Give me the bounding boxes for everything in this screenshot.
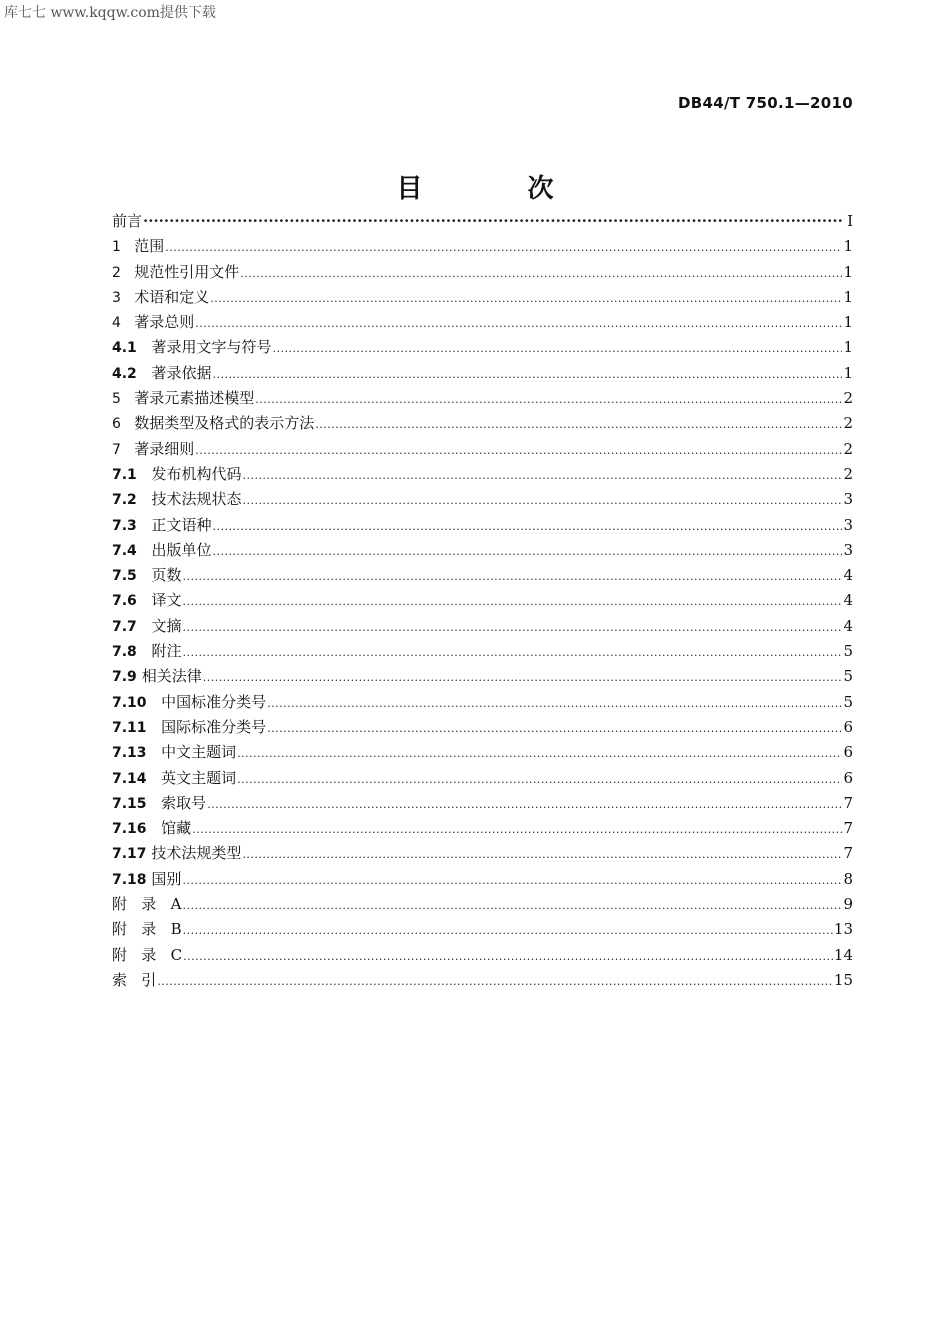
- toc-page-number: 13: [833, 920, 853, 939]
- toc-page-number: 1: [843, 313, 853, 332]
- toc-page-number: 3: [843, 515, 853, 534]
- toc-entry[interactable]: [112, 892, 853, 917]
- toc-entry-number: 7.13: [112, 745, 162, 762]
- toc-leader-dots: [315, 412, 842, 437]
- toc-page-number: 2: [843, 389, 853, 408]
- toc-leader-dots: [240, 261, 842, 286]
- toc-leader-dots: [267, 716, 842, 741]
- toc-leader-dots: [272, 336, 842, 361]
- toc-entry-label: 正文语种: [151, 515, 212, 534]
- toc-entry-label: 规范性引用文件: [134, 262, 240, 281]
- toc-leader-dots: [207, 792, 842, 817]
- toc-entry-label: 附 录 A: [112, 895, 182, 914]
- toc-entry-label: 技术法规状态: [151, 490, 242, 509]
- toc-entry-label: 出版单位: [151, 540, 212, 559]
- toc-page-number: 1: [843, 338, 853, 357]
- document-number: DB44/T 750.1—2010: [678, 94, 853, 112]
- toc-entry-number: 2: [112, 264, 135, 281]
- toc-entry-label: 国际标准分类号: [161, 717, 267, 736]
- toc-leader-dots: [210, 286, 842, 311]
- toc-leader-dots: [242, 488, 842, 513]
- toc-entry-number: 4: [112, 315, 135, 332]
- toc-entry-number: 7.2: [112, 492, 152, 509]
- toc-entry-label: 索 引: [112, 970, 157, 989]
- toc-entry-number: 7.10: [112, 694, 162, 711]
- toc-leader-dots: [183, 918, 833, 943]
- toc-leader-dots: [267, 691, 842, 716]
- toc-leader-dots: [195, 311, 842, 336]
- toc-entry[interactable]: [112, 943, 853, 968]
- toc-entry[interactable]: [112, 690, 853, 715]
- toc-entry[interactable]: [112, 614, 853, 639]
- toc-page-number: 6: [843, 768, 853, 787]
- toc-entry-label: 索取号: [161, 793, 207, 812]
- toc-entry-number: 7.14: [112, 770, 162, 787]
- toc-entry[interactable]: [112, 968, 853, 993]
- toc-page-number: 2: [843, 439, 853, 458]
- table-of-contents: [112, 209, 853, 993]
- toc-entry-number: 7.15: [112, 795, 162, 812]
- toc-leader-dots: [212, 514, 842, 539]
- toc-entry[interactable]: [112, 411, 853, 436]
- toc-page-number: 1: [843, 237, 853, 256]
- toc-entry-number: 7.4: [112, 542, 152, 559]
- toc-entry-label: 著录细则: [134, 439, 195, 458]
- toc-page-number: 7: [843, 844, 853, 863]
- toc-leader-dots: [237, 741, 842, 766]
- toc-entry[interactable]: [112, 513, 853, 538]
- toc-page-number: I: [847, 212, 853, 230]
- toc-entry-number: 7.1: [112, 466, 152, 483]
- toc-entry[interactable]: [112, 816, 853, 841]
- toc-page-number: 3: [843, 540, 853, 559]
- toc-leader-dots: [143, 209, 844, 234]
- toc-leader-dots: [237, 767, 842, 792]
- toc-page-number: 5: [843, 692, 853, 711]
- toc-page-number: 1: [843, 287, 853, 306]
- toc-page-number: 1: [843, 262, 853, 281]
- toc-entry-number: 7.9: [112, 669, 142, 686]
- toc-entry-label: 页数: [151, 566, 182, 585]
- toc-entry-label: 数据类型及格式的表示方法: [134, 414, 315, 433]
- toc-entry-number: 7.17: [112, 846, 152, 863]
- toc-leader-dots: [255, 387, 842, 412]
- toc-entry[interactable]: [112, 538, 853, 563]
- toc-leader-dots: [242, 842, 842, 867]
- toc-entry[interactable]: [112, 588, 853, 613]
- toc-entry[interactable]: [112, 563, 853, 588]
- toc-entry[interactable]: [112, 766, 853, 791]
- toc-page-number: 9: [843, 895, 853, 914]
- toc-leader-dots: [182, 868, 842, 893]
- toc-entry-label: 前言: [112, 212, 143, 230]
- toc-entry[interactable]: [112, 639, 853, 664]
- toc-page-number: 14: [833, 945, 853, 964]
- toc-entry-label: 中文主题词: [161, 743, 237, 762]
- toc-entry-number: 7.11: [112, 719, 162, 736]
- toc-leader-dots: [165, 235, 842, 260]
- toc-entry-label: 英文主题词: [161, 768, 237, 787]
- toc-page-number: 4: [843, 616, 853, 635]
- toc-entry[interactable]: [112, 361, 853, 386]
- toc-entry[interactable]: [112, 285, 853, 310]
- toc-entry-label: 中国标准分类号: [161, 692, 267, 711]
- toc-entry[interactable]: [112, 664, 853, 689]
- toc-leader-dots: [182, 615, 842, 640]
- toc-entry-label: 译文: [151, 591, 182, 610]
- toc-leader-dots: [182, 589, 842, 614]
- toc-entry[interactable]: [112, 310, 853, 335]
- toc-leader-dots: [183, 944, 833, 969]
- toc-entry-label: 发布机构代码: [151, 464, 242, 483]
- toc-entry[interactable]: [112, 715, 853, 740]
- toc-entry-number: 7.5: [112, 568, 152, 585]
- toc-entry[interactable]: [112, 867, 853, 892]
- toc-leader-dots: [212, 362, 842, 387]
- toc-entry-label: 术语和定义: [134, 287, 210, 306]
- toc-entry-label: 文摘: [151, 616, 182, 635]
- toc-entry-label: 馆藏: [161, 819, 192, 838]
- toc-page-number: 8: [843, 869, 853, 888]
- toc-entry[interactable]: [112, 740, 853, 765]
- toc-entry-number: 7.8: [112, 644, 152, 661]
- toc-entry-label: 相关法律: [141, 667, 202, 686]
- toc-entry[interactable]: [112, 841, 853, 866]
- toc-entry-label: 附注: [151, 642, 182, 661]
- toc-leader-dots: [203, 665, 843, 690]
- toc-leader-dots: [182, 640, 842, 665]
- toc-page-number: 3: [843, 490, 853, 509]
- toc-entry[interactable]: [112, 791, 853, 816]
- toc-entry-label: 著录总则: [134, 313, 195, 332]
- toc-entry[interactable]: [112, 386, 853, 411]
- toc-entry-number: 5: [112, 391, 135, 408]
- toc-entry[interactable]: [112, 234, 853, 259]
- toc-leader-dots: [182, 564, 842, 589]
- toc-page-number: 2: [843, 414, 853, 433]
- toc-page-number: 1: [843, 363, 853, 382]
- toc-entry[interactable]: [112, 209, 853, 234]
- download-watermark: 库七七 www.kqqw.com提供下载: [4, 5, 216, 21]
- toc-leader-dots: [212, 539, 842, 564]
- toc-entry-number: 6: [112, 416, 135, 433]
- toc-page-number: 6: [843, 743, 853, 762]
- toc-entry-label: 著录用文字与符号: [151, 338, 272, 357]
- toc-entry-number: 7: [112, 441, 135, 458]
- toc-leader-dots: [192, 817, 842, 842]
- toc-page-number: 6: [843, 717, 853, 736]
- toc-page-number: 7: [843, 793, 853, 812]
- toc-entry-label: 著录元素描述模型: [134, 389, 255, 408]
- toc-entry-label: 附 录 C: [112, 945, 183, 964]
- toc-entry-label: 著录依据: [151, 363, 212, 382]
- toc-page-number: 5: [843, 667, 853, 686]
- toc-entry-number: 4.2: [112, 365, 152, 382]
- toc-entry[interactable]: [112, 462, 853, 487]
- toc-page-number: 7: [843, 819, 853, 838]
- toc-entry[interactable]: [112, 917, 853, 942]
- toc-entry-label: 技术法规类型: [151, 844, 242, 863]
- toc-entry-label: 附 录 B: [112, 920, 182, 939]
- toc-page-number: 2: [843, 464, 853, 483]
- toc-entry[interactable]: [112, 260, 853, 285]
- toc-entry-number: 1: [112, 239, 135, 256]
- toc-entry-number: 4.1: [112, 340, 152, 357]
- toc-entry[interactable]: [112, 487, 853, 512]
- toc-entry-number: 7.18: [112, 871, 152, 888]
- toc-entry-label: 范围: [134, 237, 165, 256]
- toc-page-number: 4: [843, 566, 853, 585]
- toc-page-number: 15: [833, 970, 853, 989]
- toc-page-number: 4: [843, 591, 853, 610]
- toc-leader-dots: [242, 463, 842, 488]
- toc-entry-number: 7.6: [112, 593, 152, 610]
- toc-entry[interactable]: [112, 335, 853, 360]
- page-title: 目 次: [396, 174, 602, 204]
- toc-entry-label: 国别: [151, 869, 182, 888]
- toc-entry-number: 7.16: [112, 821, 162, 838]
- toc-entry-number: 7.3: [112, 517, 152, 534]
- toc-leader-dots: [182, 893, 842, 918]
- toc-entry-number: 3: [112, 289, 135, 306]
- toc-leader-dots: [157, 969, 833, 994]
- toc-page-number: 5: [843, 642, 853, 661]
- toc-entry-number: 7.7: [112, 618, 152, 635]
- toc-entry[interactable]: [112, 437, 853, 462]
- toc-leader-dots: [195, 438, 842, 463]
